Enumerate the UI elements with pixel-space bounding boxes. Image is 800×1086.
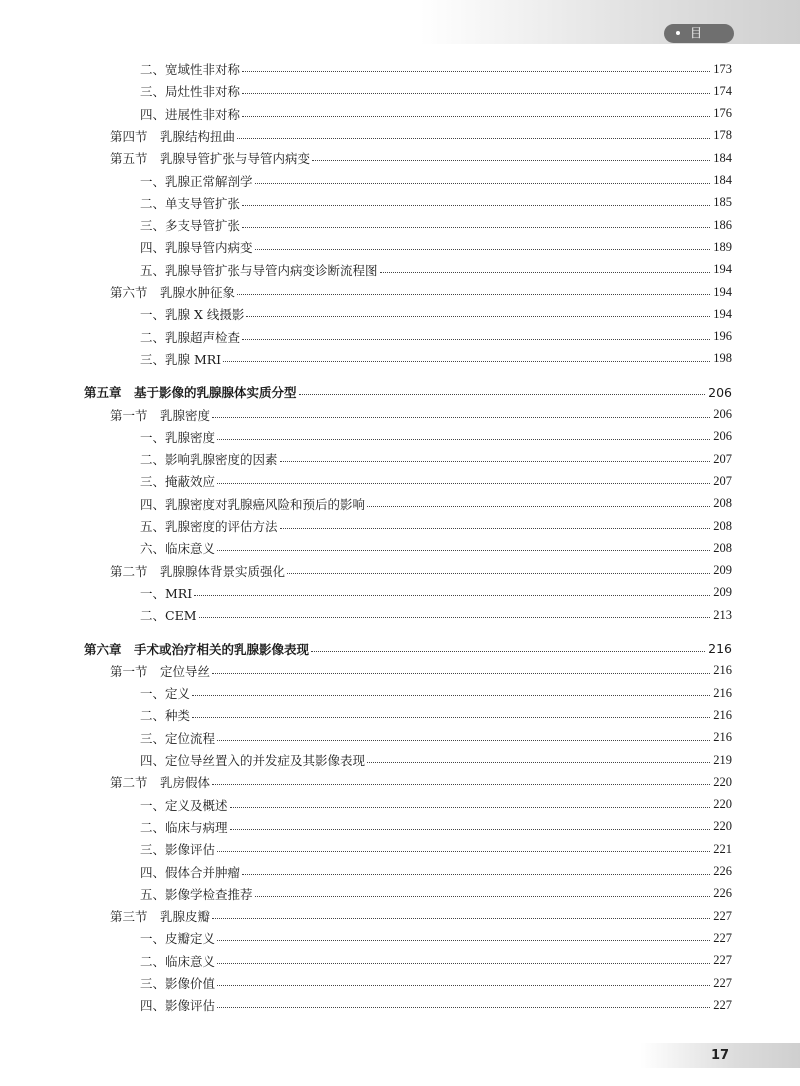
dot-leader — [312, 159, 710, 161]
toc-item-row[interactable] — [0, 348, 800, 370]
toc-section-row[interactable] — [0, 771, 800, 793]
dot-leader — [194, 594, 710, 596]
toc-item-row[interactable] — [0, 582, 800, 604]
toc-entry-page: 208 — [713, 496, 732, 511]
page-number: 17 — [710, 1048, 730, 1063]
toc-item-row[interactable] — [0, 214, 800, 236]
toc-entry-title: 第一节 乳腺密度 — [110, 407, 211, 423]
toc-entry-page: 220 — [713, 774, 732, 789]
toc-item-row[interactable] — [0, 950, 800, 972]
toc-item-row[interactable] — [0, 448, 800, 470]
toc-entry-title: 三、多支导管扩张 — [140, 218, 241, 234]
dot-leader — [237, 137, 710, 139]
dot-leader — [192, 716, 710, 718]
toc-item-row[interactable] — [0, 749, 800, 771]
toc-entry-page: 173 — [713, 61, 732, 76]
toc-entry-title: 四、假体合并肿瘤 — [140, 864, 241, 880]
toc-entry-page: 221 — [713, 841, 732, 856]
toc-entry-page: 185 — [713, 195, 732, 210]
toc-entry-page: 186 — [713, 217, 732, 232]
toc-entry-title: 四、进展性非对称 — [140, 106, 241, 122]
dot-leader — [217, 939, 710, 941]
dot-leader — [367, 505, 710, 507]
toc-entry-title: 第二节 乳房假体 — [110, 775, 211, 791]
toc-entry-title: 五、乳腺密度的评估方法 — [140, 519, 278, 534]
toc-entry-page: 209 — [713, 585, 732, 600]
dot-leader — [242, 92, 710, 94]
dot-leader — [311, 650, 705, 652]
toc-entry-title: 第一节 定位导丝 — [110, 663, 211, 679]
dot-leader — [217, 962, 710, 964]
dot-leader — [237, 293, 710, 295]
dot-leader — [217, 739, 710, 741]
toc-entry-title: 三、影像评估 — [140, 842, 216, 858]
toc-entry-page: 220 — [713, 797, 732, 812]
toc-item-row[interactable] — [0, 794, 800, 816]
toc-entry-page: 216 — [713, 685, 732, 700]
dot-leader — [212, 783, 710, 785]
toc-entry-page: 219 — [713, 752, 732, 767]
dot-leader — [280, 527, 711, 529]
toc-entry-title: 一、乳腺密度 — [140, 429, 216, 445]
dot-leader — [299, 393, 706, 395]
toc-item-row[interactable] — [0, 838, 800, 860]
dot-leader — [242, 873, 710, 875]
dot-leader — [199, 616, 711, 618]
toc-item-row[interactable] — [0, 493, 800, 515]
toc-entry-title: 二、乳腺超声检查 — [140, 329, 241, 345]
toc-entry-page: 216 — [713, 730, 732, 745]
dot-leader — [212, 416, 710, 418]
toc-entry-title: 第五节 乳腺导管扩张与导管内病变 — [110, 151, 311, 167]
toc-entry-page: 206 — [708, 384, 732, 400]
toc-entry-page: 178 — [713, 128, 732, 143]
dot-leader — [380, 271, 711, 273]
dot-leader — [217, 984, 710, 986]
toc-entry-title: 第五章 基于影像的乳腺腺体实质分型 — [84, 385, 297, 401]
dot-leader — [192, 694, 710, 696]
dot-leader — [255, 895, 711, 897]
toc-item-row[interactable] — [0, 927, 800, 949]
toc-item-row[interactable] — [0, 816, 800, 838]
toc-entry-page: 227 — [713, 975, 732, 990]
dot-leader — [242, 115, 710, 117]
toc-item-row[interactable] — [0, 537, 800, 559]
toc-entry-page: 198 — [713, 351, 732, 366]
toc-item-row[interactable] — [0, 192, 800, 214]
toc-item-row[interactable] — [0, 883, 800, 905]
toc-entry-title: 一、乳腺 X 线摄影 — [140, 307, 245, 323]
toc-section-row[interactable] — [0, 147, 800, 169]
toc-entry-page: 227 — [713, 930, 732, 945]
dot-leader — [242, 226, 710, 228]
toc-entry-page: 209 — [713, 563, 732, 578]
toc-section-row[interactable] — [0, 125, 800, 147]
toc-entry-title: 二、种类 — [140, 708, 191, 724]
dot-leader — [280, 460, 711, 462]
dot-leader — [367, 761, 710, 763]
dot-leader — [230, 828, 711, 830]
dot-leader — [255, 182, 711, 184]
toc-entry-page: 220 — [713, 819, 732, 834]
dot-leader — [217, 549, 710, 551]
toc-entry-page: 227 — [713, 997, 732, 1012]
dot-leader — [217, 438, 710, 440]
toc-item-row[interactable] — [0, 515, 800, 537]
dot-leader — [217, 850, 710, 852]
toc-entry-title: 一、乳腺正常解剖学 — [140, 173, 253, 189]
toc-entry-title: 三、定位流程 — [140, 730, 216, 746]
section-label: 目 录 — [676, 26, 709, 59]
toc-section-row[interactable] — [0, 660, 800, 682]
toc-entry-title: 二、影响乳腺密度的因素 — [140, 452, 278, 468]
toc-entry-page: 174 — [713, 83, 732, 98]
toc-chapter-row[interactable] — [0, 381, 800, 403]
toc-entry-title: 三、乳腺 MRI — [140, 351, 222, 367]
toc-entry-title: 二、单支导管扩张 — [140, 195, 241, 211]
toc-item-row[interactable] — [0, 470, 800, 492]
toc-entry-title: 四、定位导丝置入的并发症及其影像表现 — [140, 753, 366, 768]
toc-entry-title: 二、CEM — [140, 608, 197, 624]
toc-item-row[interactable] — [0, 326, 800, 348]
toc-item-row[interactable] — [0, 303, 800, 325]
toc-entry-page: 194 — [713, 284, 732, 299]
toc-entry-page: 208 — [713, 518, 732, 533]
toc-entry-page: 227 — [713, 908, 732, 923]
toc-item-row[interactable] — [0, 994, 800, 1016]
toc-item-row[interactable] — [0, 704, 800, 726]
toc-entry-title: 第二节 乳腺腺体背景实质强化 — [110, 563, 286, 579]
toc-chapter-row[interactable] — [0, 638, 800, 660]
toc-item-row[interactable] — [0, 236, 800, 258]
dot-leader — [246, 315, 710, 317]
toc-entry-title: 五、影像学检查推荐 — [140, 886, 253, 902]
toc-entry-page: 213 — [713, 607, 732, 622]
toc-entry-title: 六、临床意义 — [140, 541, 216, 557]
toc-entry-title: 第三节 乳腺皮瓣 — [110, 909, 211, 925]
toc-entry-title: 第六章 手术或治疗相关的乳腺影像表现 — [84, 641, 310, 657]
dot-leader — [242, 70, 710, 72]
toc-entry-title: 一、定义及概述 — [140, 797, 228, 813]
toc-entry-title: 四、乳腺密度对乳腺癌风险和预后的影响 — [140, 496, 366, 512]
dot-leader — [223, 360, 710, 362]
toc-entry-page: 189 — [713, 239, 732, 254]
toc-entry-title: 一、MRI — [140, 585, 193, 601]
dot-leader — [242, 204, 710, 206]
toc-entry-title: 二、临床意义 — [140, 953, 216, 969]
dot-leader — [212, 917, 710, 919]
toc-entry-title: 四、影像评估 — [140, 998, 216, 1014]
toc-item-row[interactable] — [0, 727, 800, 749]
toc-entry-page: 184 — [713, 173, 732, 187]
toc-entry-page: 206 — [713, 407, 732, 421]
toc-entry-page: 216 — [708, 641, 732, 656]
toc-section-row[interactable] — [0, 905, 800, 927]
toc-item-row[interactable] — [0, 604, 800, 626]
toc-entry-title: 三、局灶性非对称 — [140, 84, 241, 100]
toc-item-row[interactable] — [0, 259, 800, 281]
toc-item-row[interactable] — [0, 103, 800, 125]
toc-entry-page: 207 — [713, 451, 732, 466]
dot-leader — [217, 482, 710, 484]
toc-entry-page: 184 — [713, 150, 732, 165]
toc-entry-page: 226 — [713, 886, 732, 901]
toc-item-row[interactable] — [0, 170, 800, 192]
toc-section-row[interactable] — [0, 404, 800, 426]
toc-entry-page: 207 — [713, 473, 732, 488]
toc-entry-title: 四、乳腺导管内病变 — [140, 240, 253, 256]
dot-leader — [230, 806, 711, 808]
dot-leader — [212, 672, 710, 674]
dot-leader — [255, 248, 711, 250]
toc-item-row[interactable] — [0, 861, 800, 883]
toc-entry-page: 194 — [713, 306, 732, 321]
toc-entry-title: 三、掩蔽效应 — [140, 474, 216, 490]
toc-entry-page: 208 — [713, 540, 732, 555]
toc-entry-title: 五、乳腺导管扩张与导管内病变诊断流程图 — [140, 262, 378, 278]
toc-entry-page: 176 — [713, 106, 732, 121]
toc-entry-title: 三、影像价值 — [140, 976, 216, 991]
toc-entry-page: 196 — [713, 329, 732, 344]
toc-item-row[interactable] — [0, 426, 800, 448]
toc-entry-title: 一、皮瓣定义 — [140, 931, 216, 947]
toc-entry-page: 216 — [713, 707, 732, 722]
toc-entry-title: 一、定义 — [140, 686, 191, 702]
dot-leader — [242, 338, 710, 340]
toc-section-row[interactable] — [0, 281, 800, 303]
dot-leader — [287, 572, 710, 574]
toc-item-row[interactable] — [0, 682, 800, 704]
toc-section-row[interactable] — [0, 560, 800, 582]
toc-entry-title: 二、临床与病理 — [140, 819, 228, 835]
toc-entry-title: 第六节 乳腺水肿征象 — [110, 285, 236, 300]
toc-entry-title: 二、宽域性非对称 — [140, 62, 241, 77]
dot-leader — [217, 1006, 710, 1008]
toc-entry-page: 227 — [713, 953, 732, 968]
toc-entry-title: 第四节 乳腺结构扭曲 — [110, 128, 236, 144]
toc-item-row[interactable] — [0, 80, 800, 102]
toc-entry-page: 206 — [713, 429, 732, 444]
toc-entry-page: 194 — [713, 262, 732, 277]
toc-item-row[interactable] — [0, 58, 800, 80]
toc-entry-page: 216 — [713, 663, 732, 678]
toc-entry-page: 226 — [713, 864, 732, 878]
toc-item-row[interactable] — [0, 972, 800, 994]
